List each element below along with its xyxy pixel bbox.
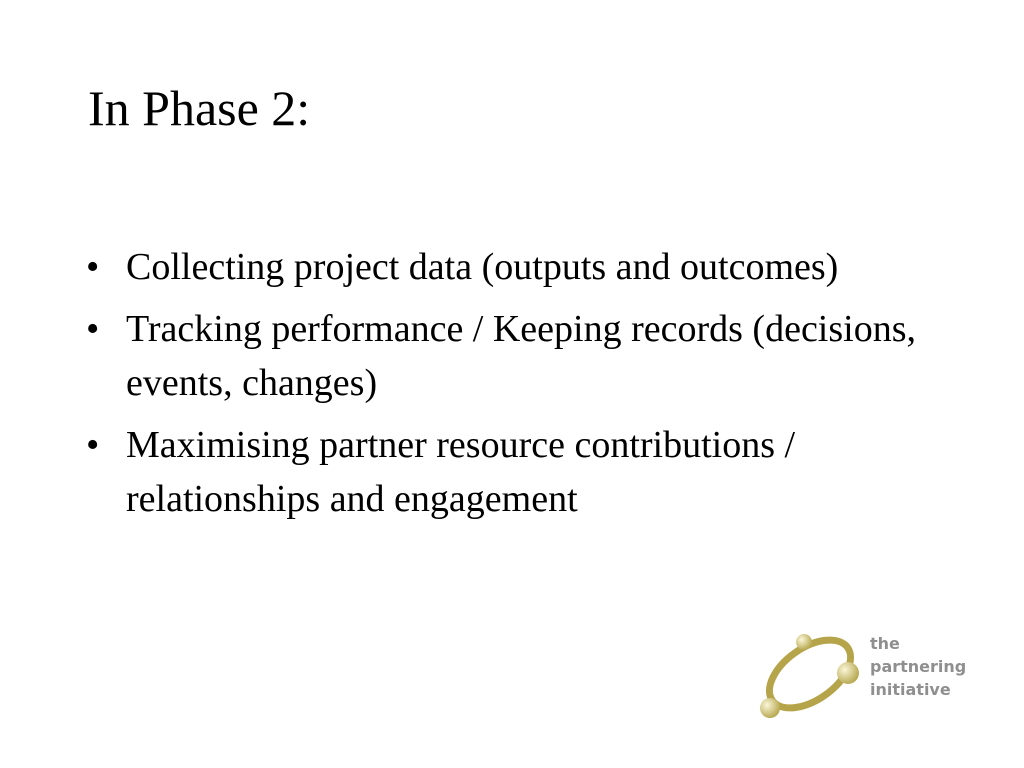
logo-line-partnering: partnering — [870, 657, 967, 676]
bullet-list — [86, 240, 966, 534]
bullet-item — [86, 240, 966, 294]
partnering-initiative-logo — [756, 628, 976, 728]
bullet-marker: • — [86, 424, 100, 466]
logo-line-the: the — [870, 634, 900, 653]
bullet-marker: • — [86, 308, 100, 350]
logo-wordmark — [870, 632, 966, 701]
slide-title: In Phase 2: — [88, 80, 311, 136]
bullet-marker: • — [86, 246, 100, 288]
bullet-text: Tracking performance / Keeping records (decisions, events, changes) — [126, 308, 917, 404]
bullet-item — [86, 418, 966, 526]
bullet-text: Maximising partner resource contributions / relationships and engagement — [126, 424, 796, 520]
logo-line-initiative: initiative — [870, 680, 951, 699]
bullet-text: Collecting project data (outputs and outcomes) — [126, 246, 839, 288]
orbit-ring-icon — [756, 628, 866, 728]
bullet-item — [86, 302, 966, 410]
